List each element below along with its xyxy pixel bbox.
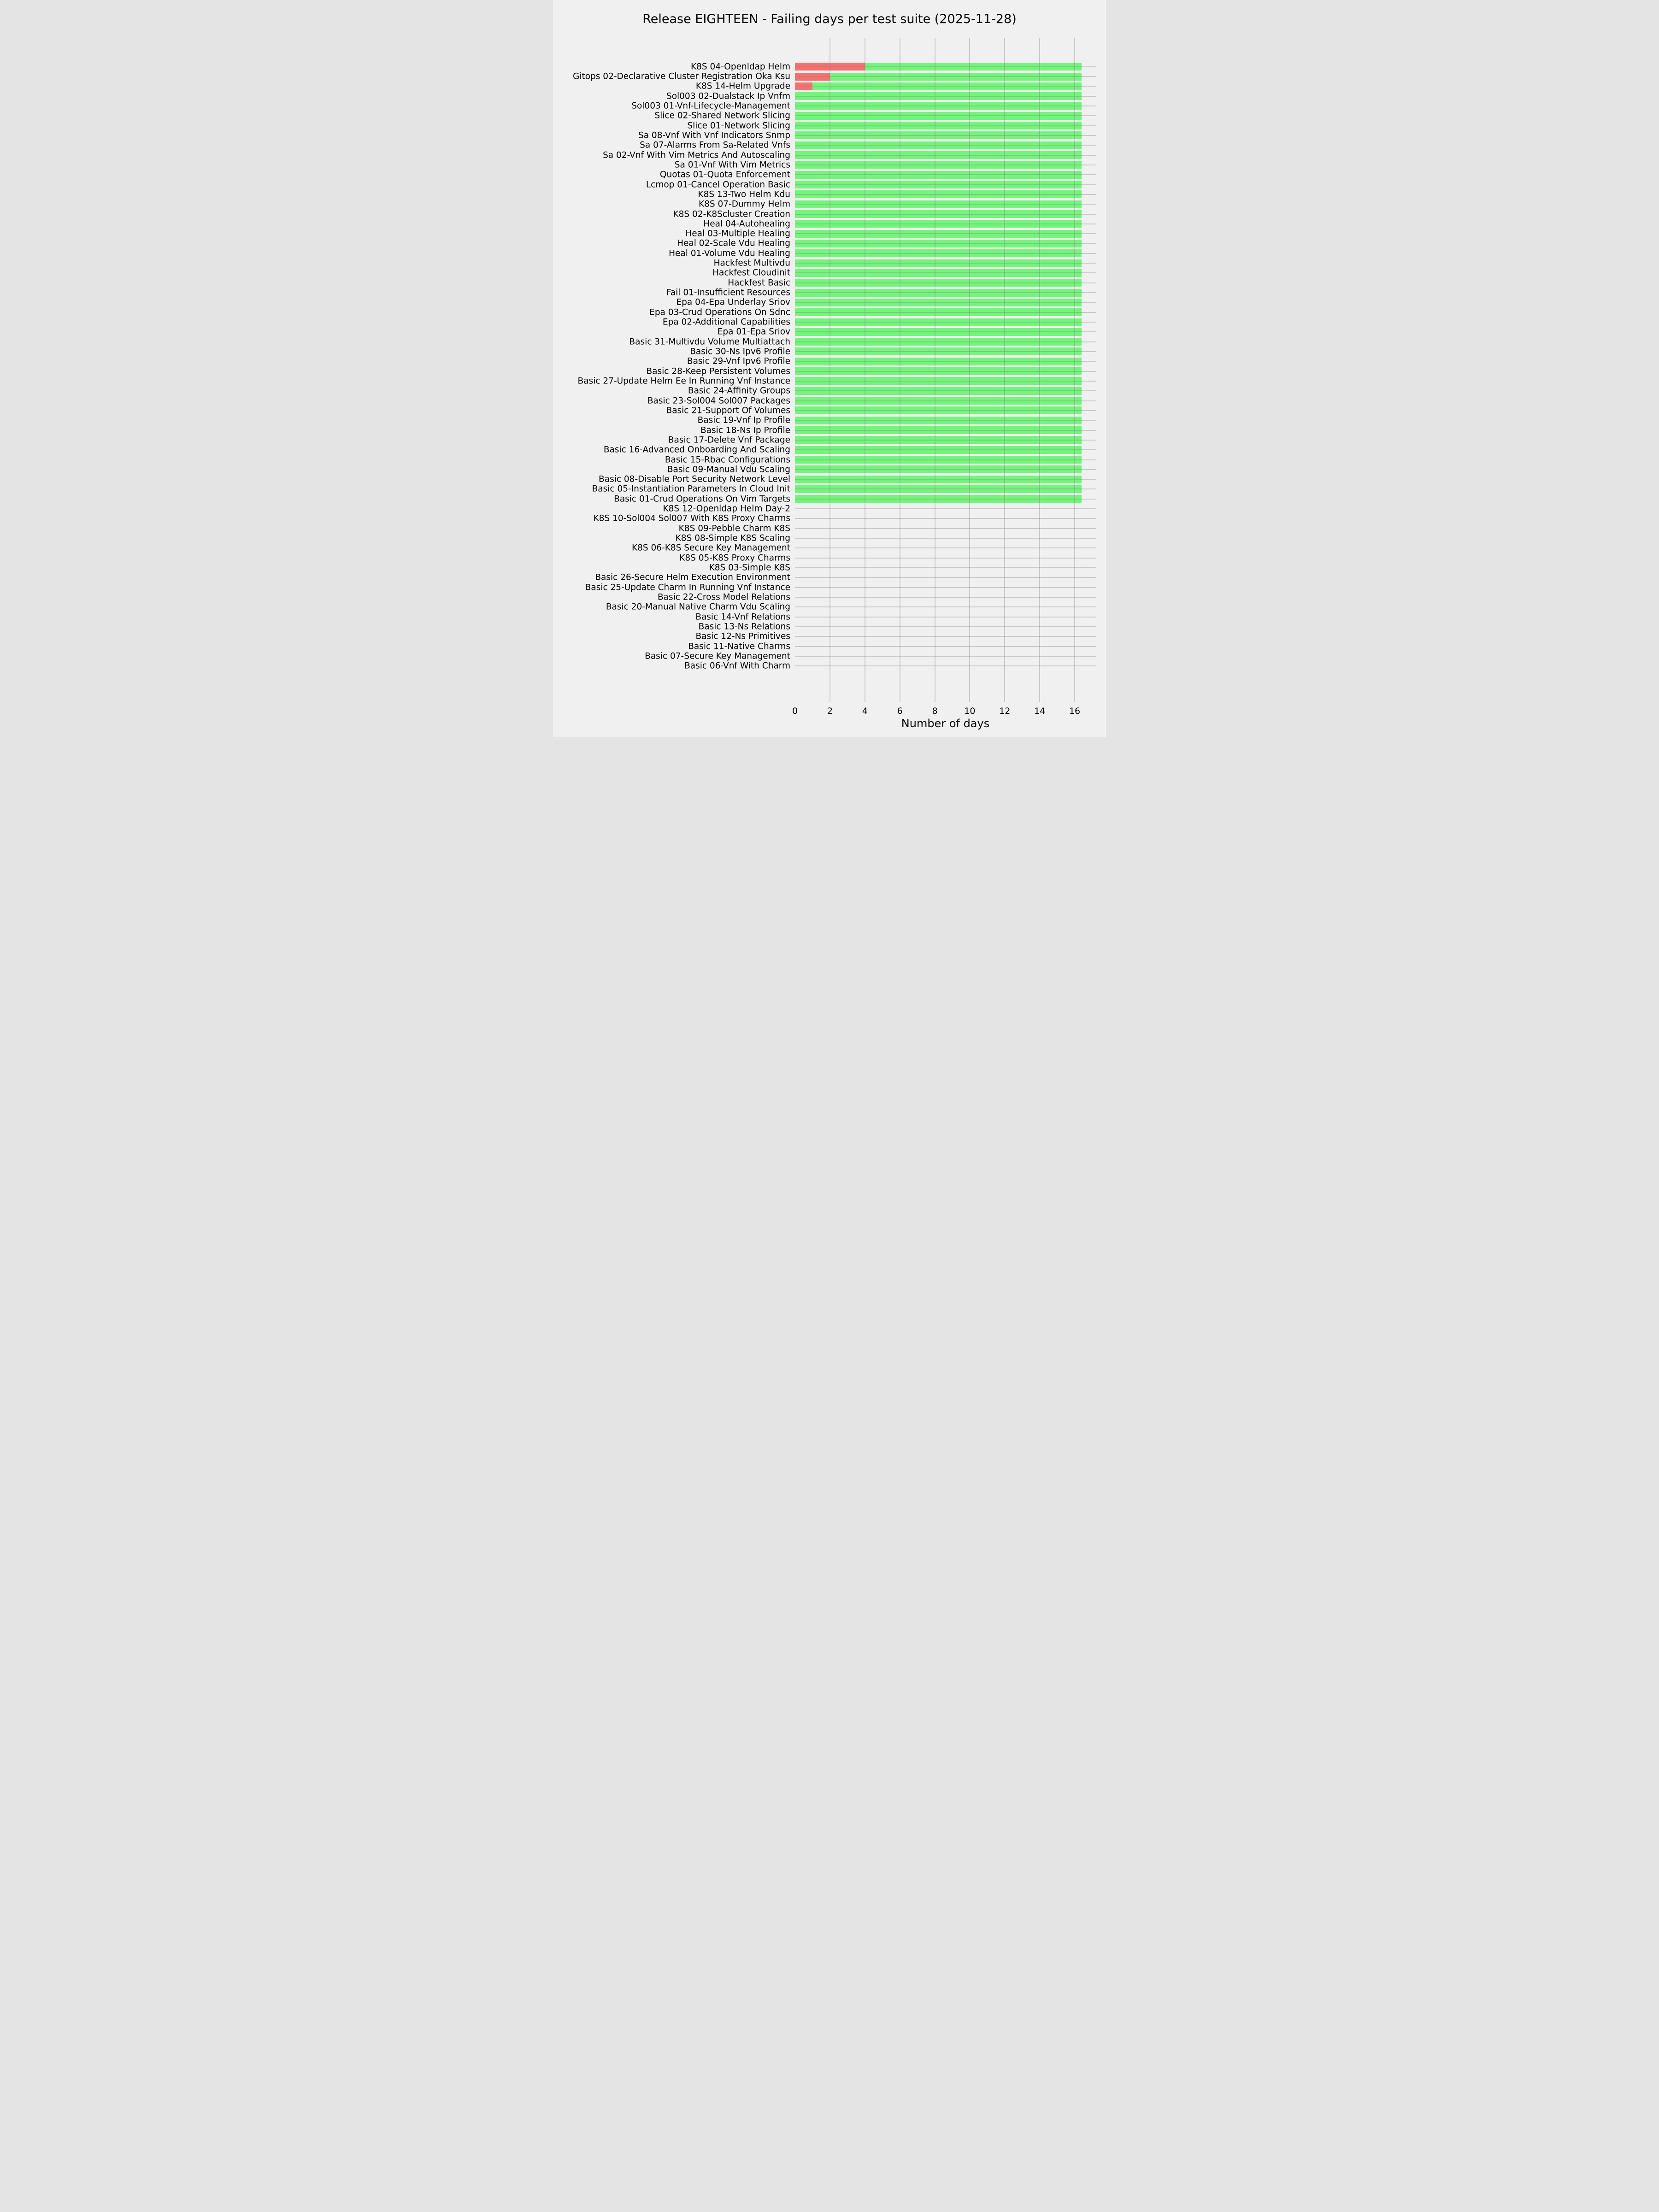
gridline-y	[795, 272, 1096, 273]
x-tick-label: 12	[999, 706, 1011, 716]
y-axis-label: Basic 17-Delete Vnf Package	[668, 435, 790, 445]
x-tick-label: 10	[964, 706, 976, 716]
gridline-y	[795, 459, 1096, 460]
y-axis-label: Epa 04-Epa Underlay Sriov	[676, 297, 790, 307]
gridline-y	[795, 292, 1096, 293]
gridline-y	[795, 145, 1096, 146]
y-axis-label: Epa 01-Epa Sriov	[717, 327, 790, 337]
gridline-y	[795, 361, 1096, 362]
y-axis-label: K8S 10-Sol004 Sol007 With K8S Proxy Charms	[593, 513, 790, 524]
gridline-y	[795, 508, 1096, 509]
y-axis-label: K8S 08-Simple K8S Scaling	[675, 533, 790, 543]
y-axis-label: Basic 28-Keep Persistent Volumes	[646, 366, 790, 377]
y-axis-label: Basic 07-Secure Key Management	[645, 651, 790, 661]
y-axis-label: Basic 09-Manual Vdu Scaling	[667, 465, 790, 475]
x-axis-title: Number of days	[901, 717, 990, 730]
gridline-y	[795, 547, 1096, 548]
gridline-y	[795, 341, 1096, 342]
y-axis-label: Hackfest Multivdu	[713, 258, 790, 268]
gridline-y	[795, 302, 1096, 303]
gridline-y	[795, 469, 1096, 470]
y-axis-label: Heal 02-Scale Vdu Healing	[677, 238, 790, 248]
y-axis-label: Basic 21-Support Of Volumes	[666, 406, 790, 416]
gridline-y	[795, 282, 1096, 283]
y-axis-label: K8S 13-Two Helm Kdu	[698, 189, 790, 200]
y-axis-label: Basic 22-Cross Model Relations	[657, 592, 790, 602]
gridline-y	[795, 558, 1096, 559]
gridline-y	[795, 66, 1096, 67]
x-tick-label: 8	[932, 706, 938, 716]
gridline-y	[795, 194, 1096, 195]
gridline-y	[795, 204, 1096, 205]
x-tick-label: 0	[792, 706, 798, 716]
y-axis-label: Slice 02-Shared Network Slicing	[654, 111, 790, 121]
y-axis-label: Basic 31-Multivdu Volume Multiattach	[629, 337, 790, 347]
y-axis-label: Gitops 02-Declarative Cluster Registration Oka Ksu	[573, 71, 790, 82]
y-axis-label: Basic 01-Crud Operations On Vim Targets	[614, 494, 790, 504]
y-axis-label: Slice 01-Network Slicing	[687, 121, 790, 131]
gridline-y	[795, 86, 1096, 87]
gridline-y	[795, 665, 1096, 666]
y-axis-label: Basic 12-Ns Primitives	[695, 631, 790, 641]
gridline-y	[795, 351, 1096, 352]
gridline-y	[795, 606, 1096, 607]
y-axis-label: K8S 03-Simple K8S	[709, 563, 790, 573]
gridline-y	[795, 518, 1096, 519]
y-axis-label: Sa 01-Vnf With Vim Metrics	[674, 160, 790, 170]
y-axis-label: Epa 02-Additional Capabilities	[662, 317, 790, 327]
gridline-y	[795, 597, 1096, 598]
gridline-y	[795, 528, 1096, 529]
gridline-y	[795, 449, 1096, 450]
gridline-y	[795, 322, 1096, 323]
y-axis-label: Lcmop 01-Cancel Operation Basic	[646, 180, 790, 190]
gridline-x	[1074, 38, 1075, 702]
y-axis-label: Basic 24-Affinity Groups	[688, 386, 790, 396]
gridline-y	[795, 371, 1096, 372]
y-axis-label: Basic 23-Sol004 Sol007 Packages	[647, 396, 790, 406]
gridline-y	[795, 125, 1096, 126]
gridline-y	[795, 626, 1096, 627]
gridline-y	[795, 263, 1096, 264]
gridline-y	[795, 381, 1096, 382]
gridline-y	[795, 390, 1096, 391]
gridline-y	[795, 577, 1096, 578]
gridline-y	[795, 538, 1096, 539]
y-axis-label: Basic 20-Manual Native Charm Vdu Scaling	[606, 602, 790, 612]
gridline-y	[795, 410, 1096, 411]
gridline-y	[795, 420, 1096, 421]
gridline-y	[795, 155, 1096, 156]
y-axis-label: Basic 30-Ns Ipv6 Profile	[690, 347, 790, 357]
y-axis-label: Quotas 01-Quota Enforcement	[659, 170, 790, 180]
gridline-y	[795, 656, 1096, 657]
gridline-y	[795, 499, 1096, 500]
y-axis-label: K8S 04-Openldap Helm	[691, 62, 790, 72]
gridline-y	[795, 488, 1096, 489]
gridline-y	[795, 96, 1096, 97]
y-axis-label: Sa 02-Vnf With Vim Metrics And Autoscaling	[603, 150, 790, 160]
gridline-y	[795, 115, 1096, 116]
gridline-y	[795, 617, 1096, 618]
gridline-y	[795, 331, 1096, 332]
gridline-y	[795, 233, 1096, 234]
y-axis-label: Basic 26-Secure Helm Execution Environment	[595, 572, 790, 582]
y-axis-label: K8S 06-K8S Secure Key Management	[631, 543, 790, 553]
y-axis-label: Basic 16-Advanced Onboarding And Scaling	[603, 445, 790, 455]
gridline-y	[795, 646, 1096, 647]
y-axis-label: Basic 27-Update Helm Ee In Running Vnf Instance	[577, 376, 790, 386]
y-axis-label: Basic 15-Rbac Configurations	[665, 455, 790, 465]
x-tick-label: 14	[1034, 706, 1046, 716]
y-axis-label: Sa 08-Vnf With Vnf Indicators Snmp	[638, 130, 790, 141]
y-axis-label: K8S 02-K8Scluster Creation	[673, 209, 790, 219]
gridline-y	[795, 479, 1096, 480]
y-axis-label: Sol003 02-Dualstack Ip Vnfm	[666, 91, 790, 101]
gridline-y	[795, 400, 1096, 401]
y-axis-label: Basic 06-Vnf With Charm	[684, 661, 790, 671]
y-axis-label: K8S 12-Openldap Helm Day-2	[663, 504, 790, 514]
x-tick-label: 2	[827, 706, 833, 716]
y-axis-label: K8S 05-K8S Proxy Charms	[679, 553, 790, 563]
y-axis-label: K8S 14-Helm Upgrade	[695, 81, 790, 91]
gridline-x	[1004, 38, 1005, 702]
gridline-y	[795, 440, 1096, 441]
gridline-y	[795, 312, 1096, 313]
gridline-y	[795, 243, 1096, 244]
y-axis-label: Basic 14-Vnf Relations	[695, 612, 790, 622]
y-axis-label: Epa 03-Crud Operations On Sdnc	[649, 307, 790, 318]
x-tick-label: 4	[862, 706, 868, 716]
y-axis-label: Hackfest Cloudinit	[712, 268, 790, 278]
y-axis-label: Heal 03-Multiple Healing	[685, 229, 790, 239]
y-axis-label: Basic 29-Vnf Ipv6 Profile	[687, 356, 790, 366]
y-axis-label: Basic 11-Native Charms	[688, 641, 790, 652]
y-axis-label: Basic 18-Ns Ip Profile	[700, 425, 790, 435]
gridline-y	[795, 76, 1096, 77]
gridline-y	[795, 636, 1096, 637]
chart-title: Release EIGHTEEN - Failing days per test suite (2025-11-28)	[642, 12, 1017, 26]
y-axis-label: Fail 01-Insufficient Resources	[666, 288, 790, 298]
gridline-y	[795, 253, 1096, 254]
y-axis-label: Sol003 01-Vnf-Lifecycle-Management	[631, 101, 790, 111]
x-tick-label: 16	[1069, 706, 1081, 716]
gridline-y	[795, 567, 1096, 568]
gridline-y	[795, 174, 1096, 175]
y-axis-label: Hackfest Basic	[728, 278, 790, 288]
y-axis-label: Basic 08-Disable Port Security Network Level	[599, 474, 790, 484]
gridline-x	[1039, 38, 1040, 702]
y-axis-label: Basic 19-Vnf Ip Profile	[697, 415, 790, 425]
y-axis-label: K8S 09-Pebble Charm K8S	[678, 524, 790, 534]
y-axis-label: Basic 05-Instantiation Parameters In Cloud Init	[592, 484, 790, 494]
gridline-x	[969, 38, 970, 702]
y-axis-label: K8S 07-Dummy Helm	[698, 199, 790, 209]
failing-days-chart	[553, 0, 1106, 737]
gridline-y	[795, 430, 1096, 431]
plot-area	[795, 38, 1096, 702]
y-axis-label: Basic 13-Ns Relations	[698, 622, 790, 632]
y-axis-label: Heal 04-Autohealing	[703, 219, 790, 229]
y-axis-label: Heal 01-Volume Vdu Healing	[669, 248, 790, 259]
y-axis-label: Sa 07-Alarms From Sa-Related Vnfs	[640, 140, 790, 150]
gridline-y	[795, 587, 1096, 588]
gridline-y	[795, 184, 1096, 185]
y-axis-label: Basic 25-Update Charm In Running Vnf Instance	[585, 582, 790, 593]
x-tick-label: 6	[897, 706, 903, 716]
gridline-y	[795, 135, 1096, 136]
gridline-y	[795, 214, 1096, 215]
